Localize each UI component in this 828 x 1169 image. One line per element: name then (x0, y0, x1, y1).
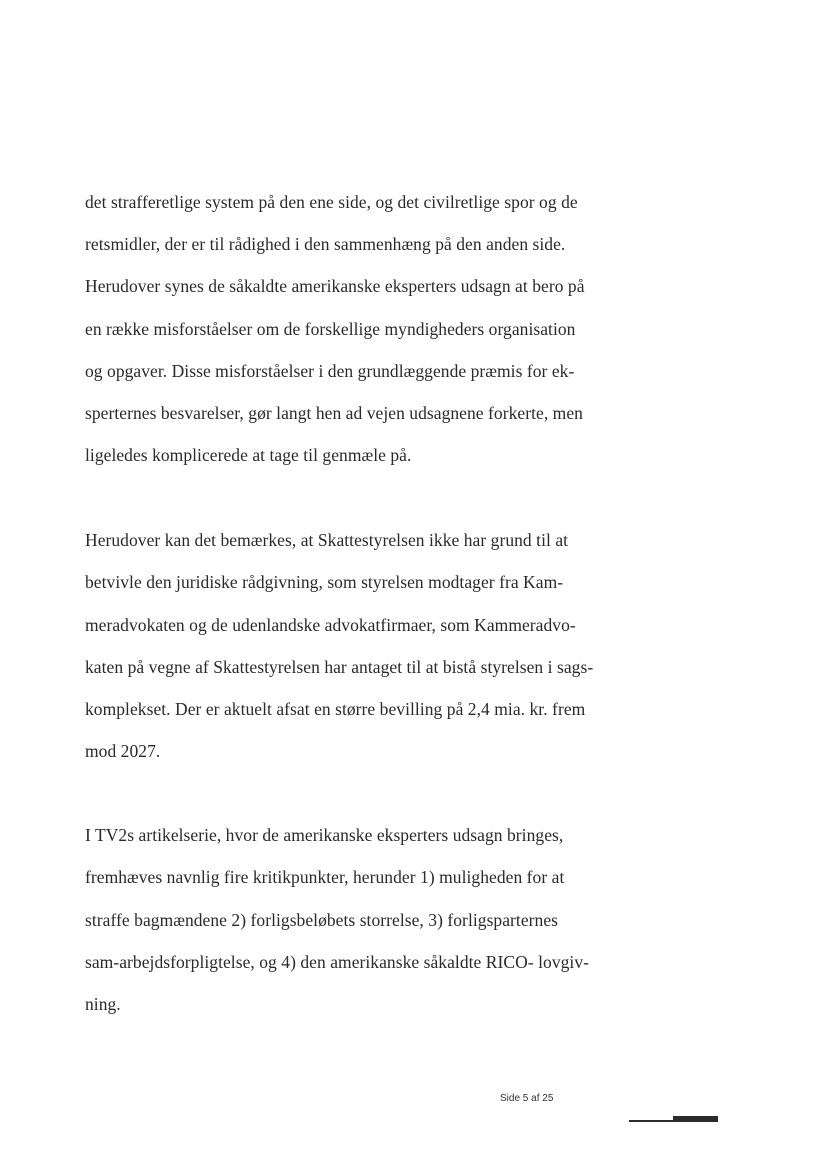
paragraph-line: meradvokaten og de udenlandske advokatfirmaer, som Kammeradvo- (85, 615, 576, 635)
paragraph-line: ligeledes komplicerede at tage til genmæle på. (85, 445, 412, 465)
paragraph-line: straffe bagmændene 2) forligsbeløbets storrelse, 3) forligsparternes (85, 910, 559, 930)
paragraph-line: fremhæves navnlig fire kritikpunkter, herunder 1) muligheden for at (85, 867, 565, 887)
footer-rule (629, 1120, 677, 1122)
paragraph-line: betvivle den juridiske rådgivning, som styrelsen modtager fra Kam- (85, 572, 564, 592)
footer-rule-bold (673, 1116, 718, 1122)
paragraph-line: det strafferetlige system på den ene side, og det civilretlige spor og de (85, 192, 578, 212)
page-number: Side 5 af 25 (500, 1093, 554, 1104)
paragraph-line: og opgaver. Disse misforståelser i den grundlæggende præmis for ek- (85, 361, 575, 381)
paragraph-line: ning. (85, 994, 121, 1014)
paragraph-line: sam-arbejdsforpligtelse, og 4) den amerikanske såkaldte RICO- lovgiv- (85, 952, 590, 972)
paragraph-line: komplekset. Der er aktuelt afsat en større bevilling på 2,4 mia. kr. frem (85, 699, 586, 719)
paragraph-line: I TV2s artikelserie, hvor de amerikanske eksperters udsagn bringes, (85, 825, 564, 845)
paragraph-line: retsmidler, der er til rådighed i den sammenhæng på den anden side. (85, 234, 566, 254)
paragraph-line: Herudover kan det bemærkes, at Skattestyrelsen ikke har grund til at (85, 530, 569, 550)
paragraph-line: mod 2027. (85, 741, 161, 761)
paragraph-line: Herudover synes de såkaldte amerikanske eksperters udsagn at bero på (85, 276, 585, 296)
paragraph-line: sperternes besvarelser, gør langt hen ad vejen udsagnene forkerte, men (85, 403, 583, 423)
paragraph-line: katen på vegne af Skattestyrelsen har antaget til at bistå styrelsen i sags- (85, 657, 594, 677)
paragraph-line: en række misforståelser om de forskellige myndigheders organisation (85, 319, 576, 339)
